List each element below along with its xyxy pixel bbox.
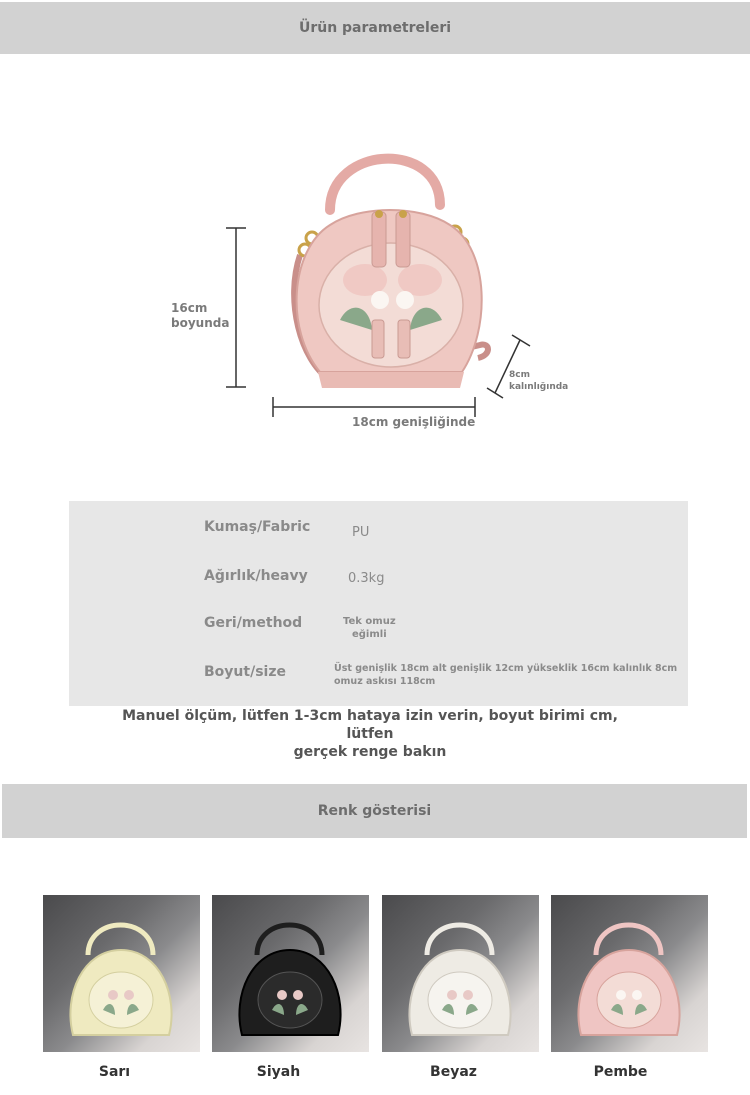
color-thumbnail-black[interactable] [212, 895, 369, 1052]
color-name-yellow: Sarı [98, 1064, 131, 1080]
param-value-weight: 0.3kg [348, 571, 385, 586]
color-thumbnail-yellow[interactable] [43, 895, 200, 1052]
param-label-fabric: Kumaş/Fabric [204, 519, 311, 535]
color-thumbnail-white[interactable] [382, 895, 539, 1052]
param-value-size [334, 662, 684, 688]
measurement-note [100, 707, 640, 761]
embroidery-panel [319, 243, 463, 367]
bag-image [43, 895, 200, 1052]
color-name-black: Siyah [256, 1064, 301, 1080]
depth-label [509, 369, 568, 393]
bag-base [318, 372, 464, 388]
height-label [171, 301, 229, 331]
method-line1: Tek omuz [343, 616, 396, 627]
top-handle [330, 159, 440, 210]
bag-image [212, 895, 369, 1052]
param-value-method [343, 615, 396, 641]
bag-image [382, 895, 539, 1052]
section-title: Renk gösterisi [317, 803, 432, 819]
height-value: 16cm [171, 301, 208, 315]
parameters-panel [69, 501, 688, 706]
bag-image [551, 895, 708, 1052]
note-line1: Manuel ölçüm, lütfen 1-3cm hataya izin verin, boyut birimi cm, lütfen [122, 708, 618, 742]
param-label-weight: Ağırlık/heavy [204, 568, 308, 584]
color-name-white: Beyaz [430, 1064, 477, 1080]
width-label: 18cm genişliğinde [352, 415, 476, 429]
size-line1: Üst genişlik 18cm alt genişlik 12cm yükseklik 16cm kalınlık 8cm [334, 663, 678, 674]
color-thumbnail-pink[interactable] [551, 895, 708, 1052]
height-text: boyunda [171, 316, 230, 330]
color-name-pink: Pembe [593, 1064, 648, 1080]
method-line2: eğimli [351, 629, 387, 640]
section-title: Ürün parametreleri [298, 20, 452, 36]
product-dimension-diagram [0, 0, 750, 480]
section-header-colors [2, 784, 747, 838]
size-line2: omuz askısı 118cm [334, 676, 436, 687]
param-label-method: Geri/method [204, 615, 303, 631]
param-label-size: Boyut/size [204, 664, 286, 680]
depth-value: 8cm [509, 370, 530, 380]
note-line2: gerçek renge bakın [293, 744, 447, 760]
depth-text: kalınlığında [509, 382, 569, 392]
param-value-fabric: PU [352, 525, 370, 540]
